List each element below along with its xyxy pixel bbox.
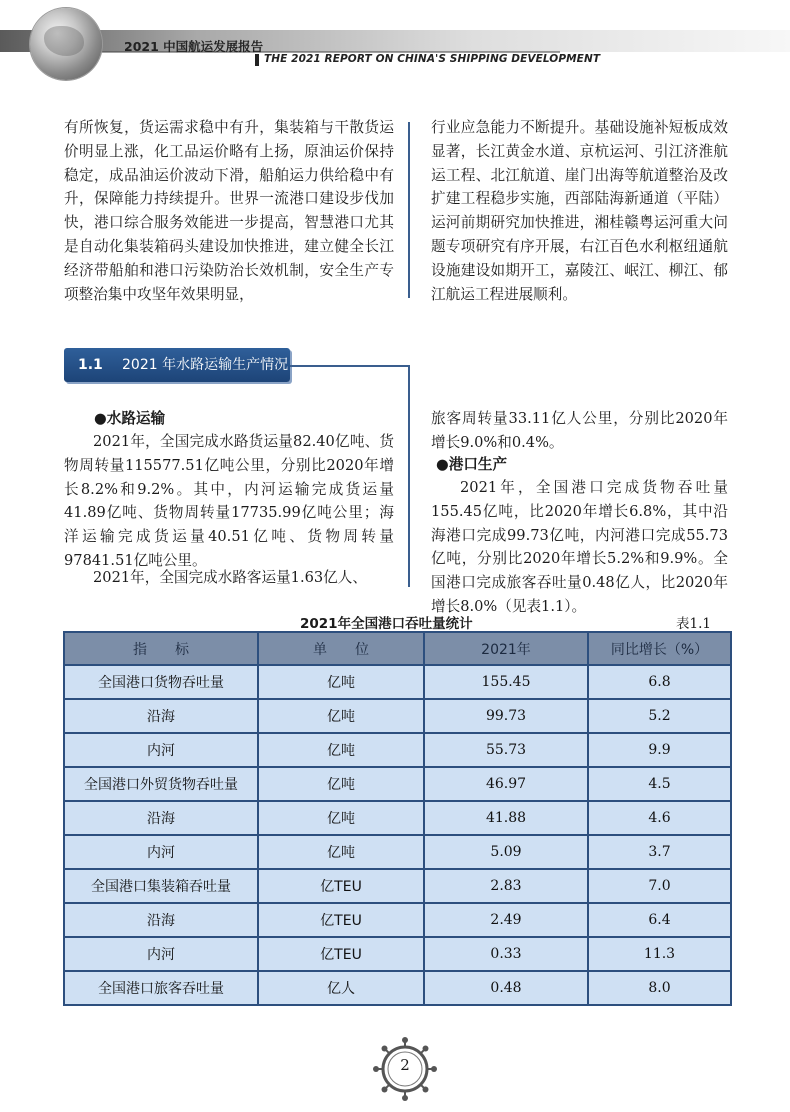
table-row bbox=[64, 733, 731, 767]
row-indicator: 内河 bbox=[64, 835, 258, 869]
section-heading bbox=[64, 348, 290, 382]
table-row bbox=[64, 937, 731, 971]
row-value: 46.97 bbox=[424, 767, 588, 801]
row-growth: 6.4 bbox=[588, 903, 731, 937]
waterway-paragraph-1: 2021年，全国完成水路货运量82.40亿吨、货物周转量115577.51亿吨公里，分别比2020年增长8.2%和9.2%。其中，内河运输完成货运量41.89亿吨、货物周转量17735.99亿吨公里；海洋运输完成货运量40.51亿吨、货物周转量97841.51亿吨公里。 bbox=[64, 433, 394, 569]
table-header-row bbox=[64, 632, 731, 665]
row-growth: 11.3 bbox=[588, 937, 731, 971]
row-growth: 4.5 bbox=[588, 767, 731, 801]
row-growth: 7.0 bbox=[588, 869, 731, 903]
globe-logo bbox=[30, 8, 102, 80]
section-connector-line bbox=[290, 365, 410, 367]
row-growth: 8.0 bbox=[588, 971, 731, 1005]
row-indicator: 全国港口旅客吞吐量 bbox=[64, 971, 258, 1005]
row-unit: 亿吨 bbox=[258, 835, 424, 869]
header-year: 2021年 bbox=[424, 632, 588, 665]
port-throughput-table bbox=[63, 631, 732, 1006]
row-unit: 亿TEU bbox=[258, 937, 424, 971]
row-value: 2.49 bbox=[424, 903, 588, 937]
table-row bbox=[64, 835, 731, 869]
header-title: 2021 中国航运发展报告 bbox=[124, 39, 264, 54]
row-unit: 亿吨 bbox=[258, 767, 424, 801]
column-divider-bottom bbox=[408, 365, 410, 587]
row-value: 0.33 bbox=[424, 937, 588, 971]
header-unit: 单 位 bbox=[258, 632, 424, 665]
page-number: 2 bbox=[400, 1056, 410, 1074]
row-value: 55.73 bbox=[424, 733, 588, 767]
row-indicator: 全国港口外贸货物吞吐量 bbox=[64, 767, 258, 801]
row-value: 0.48 bbox=[424, 971, 588, 1005]
row-indicator: 内河 bbox=[64, 937, 258, 971]
row-indicator: 全国港口货物吞吐量 bbox=[64, 665, 258, 699]
section-title: 2021 年水路运输生产情况 bbox=[122, 357, 289, 373]
row-growth: 4.6 bbox=[588, 801, 731, 835]
row-growth: 5.2 bbox=[588, 699, 731, 733]
row-indicator: 内河 bbox=[64, 733, 258, 767]
row-growth: 9.9 bbox=[588, 733, 731, 767]
port-production-heading: ●港口生产 bbox=[436, 456, 508, 473]
row-unit: 亿吨 bbox=[258, 699, 424, 733]
row-indicator: 沿海 bbox=[64, 801, 258, 835]
table-row bbox=[64, 665, 731, 699]
row-unit: 亿吨 bbox=[258, 801, 424, 835]
table-number: 表1.1 bbox=[676, 616, 711, 632]
top-left-paragraph: 有所恢复，货运需求稳中有升，集装箱与干散货运价明显上涨，化工品运价略有上扬，原油运价保持稳定，成品油运价波动下滑，船舶运力供给稳中有升，保障能力持续提升。世界一流港口建设步伐加快，港口综合服务效能进一步提高，智慧港口尤其是自动化集装箱码头建设加快推进，建立健全长江经济带船舶和港口污染防治长效机制，安全生产专项整治集中攻坚年效果明显， bbox=[64, 119, 394, 303]
section-number: 1.1 bbox=[78, 357, 103, 373]
row-growth: 3.7 bbox=[588, 835, 731, 869]
table-row bbox=[64, 869, 731, 903]
row-value: 99.73 bbox=[424, 699, 588, 733]
row-unit: 亿TEU bbox=[258, 869, 424, 903]
port-production-paragraph: 2021年，全国港口完成货物吞吐量155.45亿吨，比2020年增长6.8%，其中沿海港口完成99.73亿吨，内河港口完成55.73亿吨，分别比2020年增长5.2%和9.9%。全国港口完成旅客吞吐量0.48亿人，比2020年增长8.0%（见表1.1）。 bbox=[431, 479, 728, 615]
table-row bbox=[64, 767, 731, 801]
row-indicator: 沿海 bbox=[64, 903, 258, 937]
waterway-paragraph-2: 2021年，全国完成水路客运量1.63亿人、 bbox=[93, 569, 367, 586]
header-indicator: 指 标 bbox=[64, 632, 258, 665]
table-title: 2021年全国港口吞吐量统计 bbox=[300, 616, 473, 632]
row-value: 41.88 bbox=[424, 801, 588, 835]
row-indicator: 全国港口集装箱吞吐量 bbox=[64, 869, 258, 903]
row-value: 5.09 bbox=[424, 835, 588, 869]
column-divider-top bbox=[408, 122, 410, 298]
row-indicator: 沿海 bbox=[64, 699, 258, 733]
row-growth: 6.8 bbox=[588, 665, 731, 699]
row-unit: 亿吨 bbox=[258, 733, 424, 767]
header-growth: 同比增长（%） bbox=[588, 632, 731, 665]
table-row bbox=[64, 903, 731, 937]
table-row bbox=[64, 801, 731, 835]
top-right-paragraph: 行业应急能力不断提升。基础设施补短板成效显著，长江黄金水道、京杭运河、引江济淮航运工程、北江航道、崖门出海等航道整治及改扩建工程稳步实施，西部陆海新通道（平陆）运河前期研究加快推进，湘桂赣粤运河重大问题专项研究有序开展，右江百色水利枢纽通航设施建设如期开工，嘉陵江、岷江、柳江、郁江航运工程进展顺利。 bbox=[431, 119, 728, 303]
row-unit: 亿TEU bbox=[258, 903, 424, 937]
header-subtitle: THE 2021 REPORT ON CHINA'S SHIPPING DEVELOPMENT bbox=[264, 53, 601, 65]
row-value: 155.45 bbox=[424, 665, 588, 699]
table-row bbox=[64, 699, 731, 733]
table-row bbox=[64, 971, 731, 1005]
row-unit: 亿人 bbox=[258, 971, 424, 1005]
waterway-heading: ●水路运输 bbox=[94, 410, 166, 427]
passenger-turnover-paragraph: 旅客周转量33.11亿人公里，分别比2020年增长9.0%和0.4%。 bbox=[431, 410, 728, 451]
header-divider bbox=[255, 54, 259, 66]
row-value: 2.83 bbox=[424, 869, 588, 903]
row-unit: 亿吨 bbox=[258, 665, 424, 699]
